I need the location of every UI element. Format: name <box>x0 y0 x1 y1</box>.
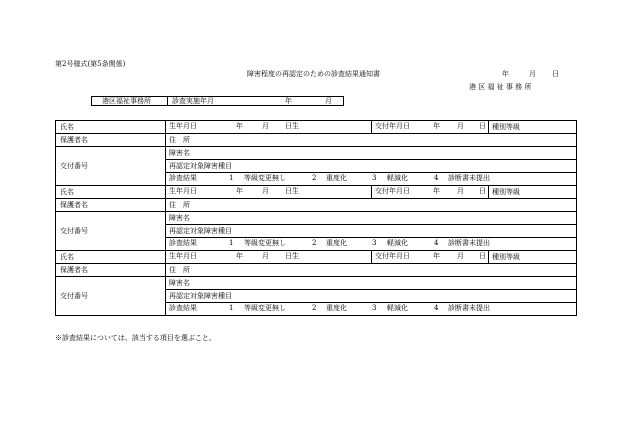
exam-date-label: 診査実施年月 <box>172 97 214 105</box>
record-row-guardian <box>56 199 577 212</box>
name-label: 氏名 <box>56 251 166 264</box>
office-name: 港区福祉事務所 <box>102 97 151 105</box>
exam-year-label: 年 <box>285 97 292 105</box>
result-cell: 診査結果 1 等級変更無し 2 重度化 3 軽減化 4 診断書未提出 <box>166 173 577 186</box>
recert-cell: 再認定対象障害種目 <box>166 160 577 173</box>
result-cell: 診査結果 1 等級変更無し 2 重度化 3 軽減化 4 診断書未提出 <box>166 238 577 251</box>
disability-cell: 障害名 <box>166 147 577 160</box>
document-title: 障害程度の再認定のための診査結果通知書 <box>247 70 380 78</box>
record-row-guardian <box>56 134 577 147</box>
name-label: 氏名 <box>56 121 166 134</box>
issue-date-cell: 交付年月日 年 月 日 <box>372 121 489 134</box>
issue-number-label: 交付番号 <box>56 277 166 316</box>
address-cell: 住 所 <box>166 264 577 277</box>
issue-number-label: 交付番号 <box>56 147 166 186</box>
issue-number-label: 交付番号 <box>56 212 166 251</box>
address-cell: 住 所 <box>166 134 577 147</box>
name-label: 氏名 <box>56 186 166 199</box>
address-cell: 住 所 <box>166 199 577 212</box>
record-row-name <box>56 121 577 134</box>
date-day-label: 日 <box>552 70 559 78</box>
disability-cell: 障害名 <box>166 277 577 290</box>
issuer-name: 港 区 福 祉 事 務 所 <box>469 83 532 91</box>
recert-cell: 再認定対象障害種目 <box>166 290 577 303</box>
record-row-name <box>56 186 577 199</box>
birthdate-cell: 生年月日 年 月 日生 <box>166 251 372 264</box>
birthdate-cell: 生年月日 年 月 日生 <box>166 121 372 134</box>
grade-label: 種別等級 <box>489 121 577 134</box>
record-row-guardian <box>56 264 577 277</box>
guardian-label: 保護者名 <box>56 199 166 212</box>
notice-box <box>91 96 344 106</box>
grade-label: 種別等級 <box>489 186 577 199</box>
record-row-disability <box>56 212 577 225</box>
guardian-label: 保護者名 <box>56 134 166 147</box>
issue-date-cell: 交付年月日 年 月 日 <box>372 251 489 264</box>
result-cell: 診査結果 1 等級変更無し 2 重度化 3 軽減化 4 診断書未提出 <box>166 303 577 316</box>
birthdate-cell: 生年月日 年 月 日生 <box>166 186 372 199</box>
recert-cell: 再認定対象障害種目 <box>166 225 577 238</box>
record-row-disability <box>56 277 577 290</box>
date-year-label: 年 <box>502 70 509 78</box>
footnote: ※診査結果については、該当する項目を選ぶこと。 <box>55 334 216 342</box>
guardian-label: 保護者名 <box>56 264 166 277</box>
notice-divider <box>167 97 168 105</box>
result-table <box>55 120 577 316</box>
form-number: 第2号様式(第5条関係) <box>55 60 126 68</box>
record-row-name <box>56 251 577 264</box>
date-month-label: 月 <box>529 70 536 78</box>
grade-label: 種別等級 <box>489 251 577 264</box>
disability-cell: 障害名 <box>166 212 577 225</box>
record-row-disability <box>56 147 577 160</box>
issue-date-cell: 交付年月日 年 月 日 <box>372 186 489 199</box>
exam-month-label: 月 <box>325 97 332 105</box>
